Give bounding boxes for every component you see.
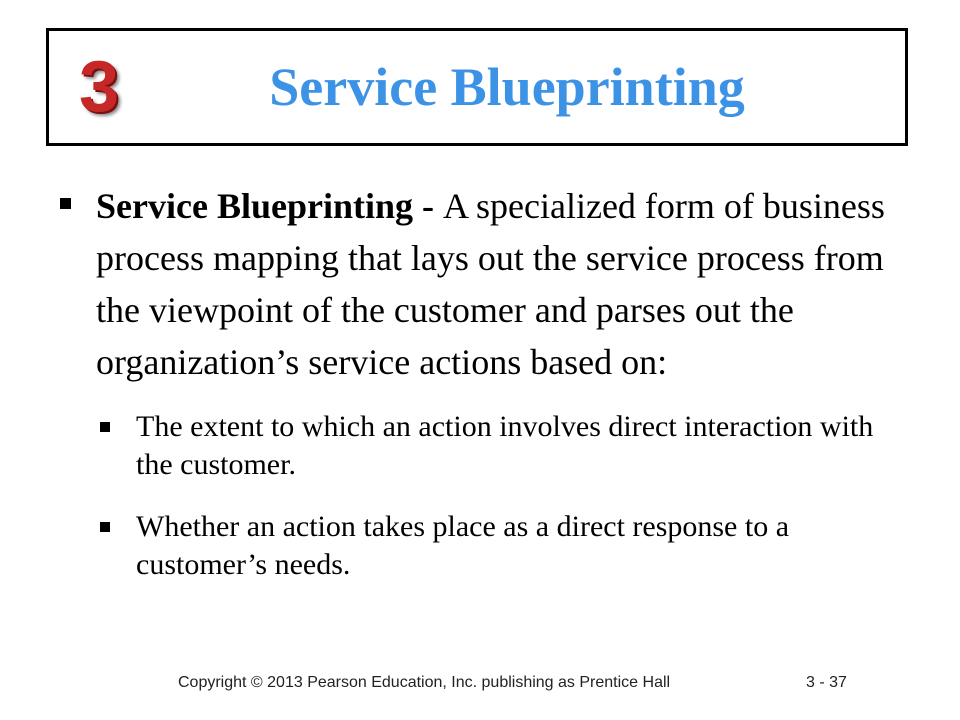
term-separator: -: [413, 186, 443, 226]
sub-bullet-text: Whether an action takes place as a direct response to a customer’s needs.: [136, 510, 790, 581]
copyright-text: Copyright © 2013 Pearson Education, Inc. publishing as Prentice Hall: [178, 674, 671, 691]
slide-content: [60, 180, 900, 608]
square-bullet-icon: [60, 198, 71, 209]
title-box: [46, 28, 908, 146]
page-number: 3 - 37: [806, 674, 847, 691]
square-bullet-icon: [100, 522, 110, 532]
bullet-definition: A specialized form of business process mapping that lays out the service process from the viewpoint of the customer and parses out the organization’s service actions based on:: [96, 186, 885, 382]
square-bullet-icon: [100, 422, 110, 432]
slide-title: Service Blueprinting: [269, 57, 745, 117]
chapter-number-badge: 3: [79, 47, 120, 127]
sub-bullet-text: The extent to which an action involves direct interaction with the customer.: [136, 410, 874, 481]
sub-bullet: [96, 508, 900, 584]
bullet-term: Service Blueprinting: [96, 186, 413, 226]
main-bullet: [60, 180, 900, 388]
sub-bullet: [96, 408, 900, 484]
sub-bullet-list: [60, 408, 900, 584]
